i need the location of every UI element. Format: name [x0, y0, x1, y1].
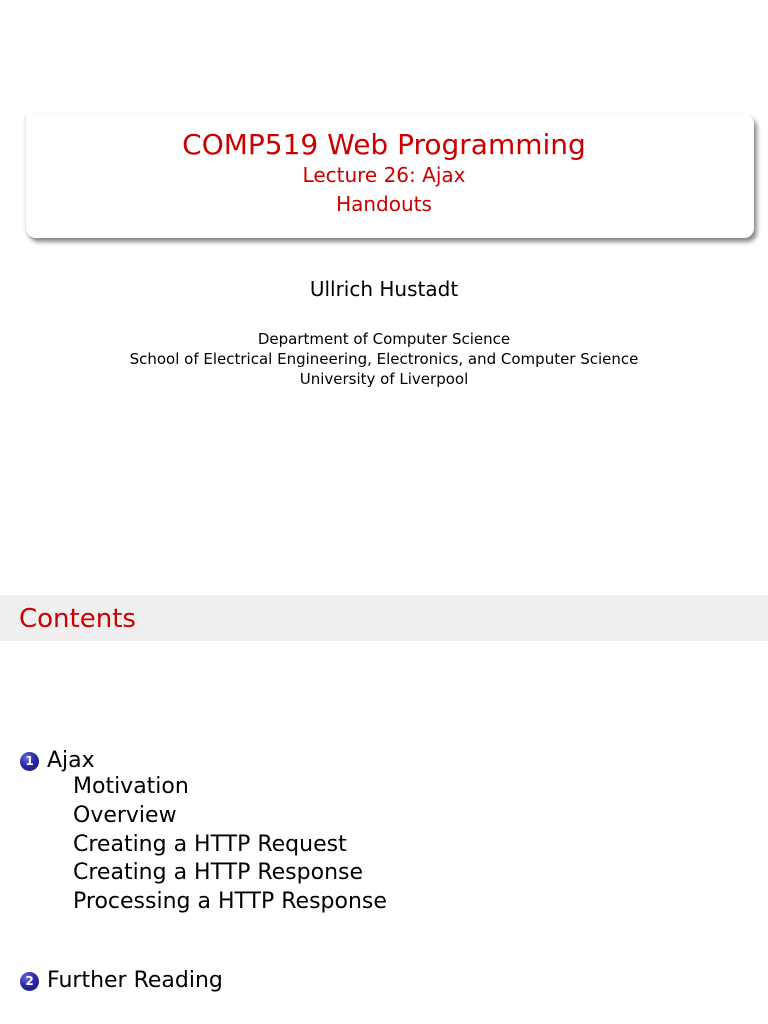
section-number-ball: 1 — [20, 752, 39, 771]
institute-department: Department of Computer Science — [257, 330, 511, 348]
toc-subsection-http-request[interactable]: Creating a HTTP Request — [73, 832, 347, 857]
toc-section-label: Further Reading — [47, 968, 223, 993]
slide-subtitle-lecture: Lecture 26: Ajax — [302, 163, 466, 187]
toc-subsection-motivation[interactable]: Motivation — [73, 774, 189, 799]
toc-subsection-http-response[interactable]: Creating a HTTP Response — [73, 860, 364, 885]
author-name: Ullrich Hustadt — [309, 277, 459, 301]
institute-school: School of Electrical Engineering, Electronics, and Computer Science — [129, 350, 639, 368]
slide-title: COMP519 Web Programming — [182, 128, 586, 161]
institute-university: University of Liverpool — [299, 370, 469, 388]
contents-title: Contents — [19, 604, 136, 634]
toc-subsection-overview[interactable]: Overview — [73, 803, 177, 828]
toc-subsection-processing-response[interactable]: Processing a HTTP Response — [73, 889, 387, 914]
section-number-ball: 2 — [20, 972, 39, 991]
toc-section-further-reading[interactable] — [20, 967, 223, 995]
toc-section-ajax[interactable] — [20, 747, 95, 775]
toc-section-label: Ajax — [47, 748, 95, 773]
slide-subtitle-handouts: Handouts — [336, 192, 432, 216]
contents-slide — [0, 576, 768, 1024]
